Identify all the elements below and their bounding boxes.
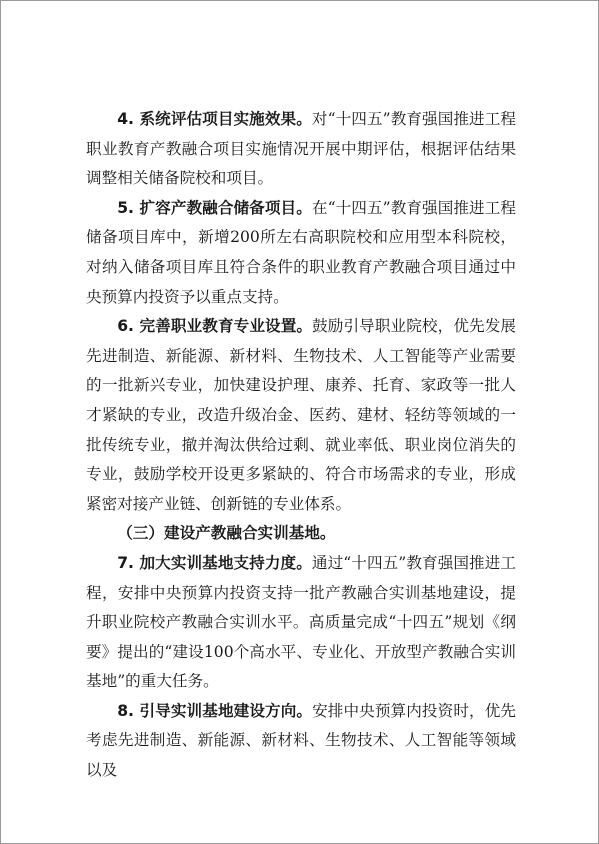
item-6-heading: 6. 完善职业教育专业设置。 (117, 317, 313, 336)
item-4-heading: 4. 系统评估项目实施效果。 (117, 110, 312, 128)
item-6-text: 鼓励引导职业院校，优先发展先进制造、新能源、新材料、生物技术、人工智能等产业需要的一批新兴专业，加快建设护理、康养、托育、家政等一批人才紧缺的专业，改造升级冶金、医药、建材、轻纺等领域的一批传统专业，撤并淘汰供给过剩、就业率低、职业岗位消失的专业，鼓励学校开设更多紧缺的、符合市场需求的专业，形成紧密对接产业链、创新链的专业体系。 (86, 317, 516, 513)
item-7-text: 通过“十四五”教育强国推进工程，安排中央预算内投资支持一批产教融合实训基地建设，提升职业院校产教融合实训水平。高质量完成“十四五”规划《纲要》提出的“建设100个高水平、专业化、开放型产教融合实训基地”的重大任务。 (86, 553, 516, 691)
section-heading: （三）建设产教融合实训基地。 (117, 524, 336, 543)
item-7-paragraph (86, 549, 516, 697)
item-5-heading: 5. 扩容产教融合储备项目。 (117, 198, 312, 217)
item-4-text: 对“十四五”教育强国推进工程职业教育产教融合项目实施情况开展中期评估，根据评估结果调整相关储备院校和项目。 (86, 110, 516, 188)
item-5-paragraph (86, 194, 516, 312)
item-7-heading: 7. 加大实训基地支持力度。 (117, 553, 312, 572)
document-body (86, 105, 516, 786)
item-8-paragraph (86, 697, 516, 786)
item-5-text: 在“十四五”教育强国推进工程储备项目库中，新增200所左右高职院校和应用型本科院校，对纳入储备项目库且符合条件的职业教育产教融合项目通过中央预算内投资予以重点支持。 (86, 198, 516, 306)
item-6-paragraph (86, 312, 516, 519)
item-8-heading: 8. 引导实训基地建设方向。 (117, 701, 313, 720)
item-4-paragraph (86, 105, 516, 194)
item-8-text: 安排中央预算内投资时，优先考虑先进制造、新能源、新材料、生物技术、人工智能等领域以及 (86, 701, 516, 780)
